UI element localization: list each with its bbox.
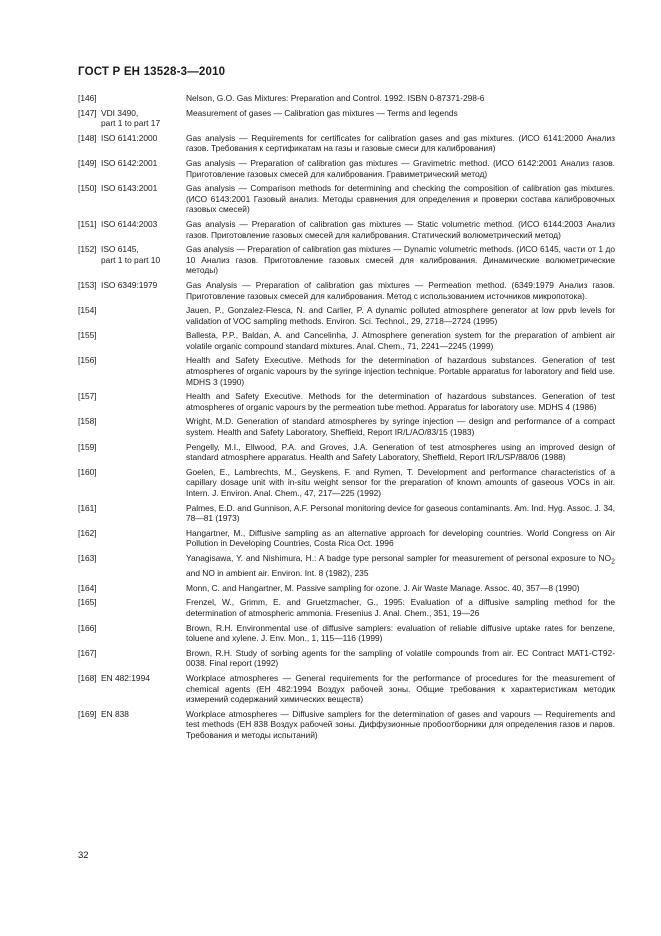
reference-standard-code: ISO 6145,: [101, 244, 139, 255]
reference-number: [151]: [78, 218, 97, 229]
reference-entry: [78, 503, 615, 524]
reference-code: [78, 709, 186, 720]
reference-code: [78, 442, 186, 453]
reference-entry: [78, 553, 615, 579]
reference-code: [78, 528, 186, 539]
reference-standard-code: EN 482:1994: [101, 672, 150, 683]
reference-entry: [78, 623, 615, 644]
reference-standard-code: ISO 6144:2003: [101, 218, 158, 229]
reference-number: [155]: [78, 330, 97, 341]
reference-code: [78, 583, 186, 594]
reference-text: [186, 583, 615, 594]
reference-number: [165]: [78, 597, 97, 608]
reference-standard-code: ISO 6143:2001: [101, 183, 158, 194]
reference-entry: [78, 280, 615, 301]
reference-text-main: Brown, R.H. Study of sorbing agents for the sampling of volatile compounds from air. EC Contract MAT1-CT92-0038. Final report (1992): [186, 647, 615, 669]
reference-text: [186, 305, 615, 326]
reference-text-main: Palmes, E.D. and Gunnison, A.F. Personal monitoring device for gaseous contaminants. Am. Ind. Hyg. Assoc. J. 34, 78—81 (1973): [186, 502, 615, 524]
reference-text-main: Frenzel, W., Grimm, E. and Gruetzmacher, G., 1995: Evaluation of a diffusive sampling method for the determination of atmospheric ammonia. Fresenius J. Anal. Chem., 351, 19—26: [186, 597, 615, 619]
reference-list: [78, 93, 615, 741]
reference-entry: [78, 244, 615, 276]
reference-entry: [78, 391, 615, 412]
reference-number: [169]: [78, 708, 97, 719]
reference-number: [148]: [78, 132, 97, 143]
reference-text-main: Hangartner, M., Diffusive sampling as an alternative approach for developing countries. World Congress on Air Pollution in Developing Countries, Costa Rica Oct. 1996: [186, 527, 615, 549]
reference-entry: [78, 467, 615, 499]
reference-number: [149]: [78, 157, 97, 168]
reference-code: [78, 503, 186, 514]
reference-text: [186, 623, 615, 644]
reference-text-continued: and NO in ambient air. Environ. Int. 8 (1982), 235: [186, 568, 369, 579]
reference-text-main: Brown, R.H. Environmental use of diffusive samplers: evaluation of reliable diffusive uptake rates for benzene, toluene and xylene. J. Env. Mon., 1, 115—116 (1999): [186, 622, 615, 644]
reference-text: [186, 219, 615, 240]
reference-text: [186, 648, 615, 669]
reference-number: [168]: [78, 672, 97, 683]
reference-text-main: Wright, M.D. Generation of standard atmospheres by syringe injection — design and performance of a compact system. Health and Safety Laboratory, Sheffield, Report IR/L/AO/83/15 (1983): [186, 416, 615, 438]
reference-entry: [78, 709, 615, 741]
reference-text-main: Ballesta, P.P., Baldan, A. and Cancelinha, J. Atmosphere generation system for the preparation of ambient air volatile organic compound standard mixtures. Anal. Chem., 71, 2241—2245 (1999): [186, 330, 615, 351]
page-number: 32: [78, 850, 89, 861]
reference-text-main: Gas analysis — Preparation of calibration gas mixtures — Static volumetric method. (ИСО 6144:2003 Анализ газов. Приготовление газовых смесей для калибрования. Статический волюметрический метод): [186, 218, 615, 240]
reference-entry: [78, 219, 615, 240]
reference-number: [152]: [78, 244, 97, 255]
reference-code: [78, 330, 186, 341]
reference-standard-code: ISO 6349:1979: [101, 279, 158, 290]
reference-number: [158]: [78, 416, 97, 427]
reference-number: [163]: [78, 552, 97, 563]
reference-entry: [78, 583, 615, 594]
reference-text-main: Goelen, E., Lambrechts, M., Geyskens, F. and Rymen, T. Development and performance characteristics of a capillary dosage unit with in-situ weight sensor for the preparation of known amounts of gaseous VOCs in air. Intern. J. Environ. Anal. Chem., 47, 217—225 (1992): [186, 466, 615, 498]
reference-text: [186, 673, 615, 705]
reference-subscript: 2: [611, 558, 615, 566]
document-header: ГОСТ Р ЕН 13528-3—2010: [78, 66, 226, 78]
reference-text-main: Workplace atmospheres — Diffusive samplers for the determination of gases and vapours — Requirements and test methods (ЕН 838 Воздух рабочей зоны. Диффузионные пробоотборники для определения газов и паров. Требования и методы испытаний): [186, 708, 615, 740]
reference-number: [147]: [78, 107, 97, 118]
reference-code: [78, 416, 186, 427]
reference-code: [78, 244, 186, 265]
reference-number: [160]: [78, 466, 97, 477]
reference-number: [146]: [78, 93, 97, 103]
reference-text-main: Workplace atmospheres — General requirements for the performance of procedures for the measurement of chemical agents (ЕН 482:1994 Воздух рабочей зоны. Общие требования к характеристикам методик измерений содержаний химических веществ): [186, 672, 615, 705]
reference-text-main: Health and Safety Executive. Methods for the determination of hazardous substances. Generation of test atmospheres of organic vapours by the syringe injection technique. Portable apparatus for laboratory and field use. MDHS 3 (1990): [186, 355, 615, 387]
reference-entry: [78, 93, 615, 104]
reference-number: [164]: [78, 582, 97, 593]
reference-text: [186, 709, 615, 741]
reference-code: [78, 355, 186, 366]
reference-text-main: Gas analysis — Requirements for certificates for calibration gases and gas mixtures. (ИСО 6141:2000 Анализ газов. Требования к сертификатам на газы и газовые смеси для калибрования): [186, 132, 615, 154]
reference-code: [78, 183, 186, 194]
reference-entry: [78, 183, 615, 215]
reference-code: [78, 219, 186, 230]
reference-text: [186, 183, 615, 215]
reference-standard-code: ISO 6142:2001: [101, 157, 158, 168]
reference-text: [186, 597, 615, 618]
reference-entry: [78, 597, 615, 618]
reference-text-main: Health and Safety Executive. Methods for the determination of hazardous substances. Generation of test atmospheres of organic vapours by the permeation tube method. Apparatus for laboratory use. MDHS 4 (1986): [186, 391, 615, 412]
reference-entry: [78, 528, 615, 549]
reference-text: [186, 244, 615, 276]
reference-code: [78, 648, 186, 659]
reference-text: [186, 528, 615, 549]
reference-code: [78, 305, 186, 316]
reference-text: [186, 355, 615, 387]
reference-text-main: Gas analysis — Comparison methods for determining and checking the composition of calibration gas mixtures. (ИСО 6143:2001 Газовый анализ. Методы сравнения для определения и проверки состава калибровочных газовых смесей): [186, 183, 615, 215]
reference-code: [78, 673, 186, 684]
reference-entry: [78, 108, 615, 129]
reference-number: [162]: [78, 527, 97, 538]
reference-code: [78, 93, 186, 104]
reference-number: [159]: [78, 441, 97, 452]
reference-standard-parts: part 1 to part 17: [101, 118, 161, 129]
reference-text-main: Monn, C. and Hangartner, M. Passive sampling for ozone. J. Air Waste Manage. Assoc. 40, 357—8 (1990): [186, 582, 580, 593]
reference-text-main: Gas analysis — Preparation of calibration gas mixtures — Dynamic volumetric methods. (ИСО 6145, части от 1 до 10 Анализ газов. Приготовление газовых смесей для калибрования. Динамические волюметрические методы): [186, 244, 615, 276]
reference-text-main: Pengelly, M.I., Ellwood, P.A. and Groves, J.A. Generation of test atmospheres using an improved design of standard atmosphere apparatus. Health and Safety Laboratory, Sheffield, Report IR/L/SP/88/06 (1988): [186, 441, 615, 463]
reference-entry: [78, 158, 615, 179]
reference-text: [186, 391, 615, 412]
reference-text: [186, 503, 615, 524]
reference-code: [78, 623, 186, 634]
reference-text-main: Yanagisawa, Y. and Nishimura, H.: A badge type personal sampler for measurement of personal exposure to NO: [186, 552, 612, 563]
reference-text: [186, 416, 615, 437]
reference-number: [157]: [78, 391, 97, 402]
reference-number: [154]: [78, 305, 97, 316]
reference-code: [78, 280, 186, 291]
reference-text: [186, 467, 615, 499]
reference-entry: [78, 355, 615, 387]
reference-code: [78, 597, 186, 608]
reference-code: [78, 108, 186, 129]
reference-number: [150]: [78, 183, 97, 194]
reference-code: [78, 391, 186, 402]
reference-text: [186, 108, 615, 119]
reference-entry: [78, 330, 615, 351]
reference-standard-parts: part 1 to part 10: [101, 254, 161, 265]
reference-standard-code: VDI 3490,: [101, 107, 139, 118]
reference-entry: [78, 648, 615, 669]
reference-code: [78, 553, 186, 564]
reference-text: [186, 330, 615, 351]
reference-text-main: Jauen, P., Gonzalez-Flesca, N. and Carlier, P. A dynamic polluted atmosphere generator at low ppvb levels for validation of VOC sampling methods. Environ. Sci. Technol., 29, 2718—2724 (1995): [186, 305, 615, 326]
reference-code: [78, 467, 186, 478]
reference-code: [78, 158, 186, 169]
reference-text: [186, 133, 615, 154]
reference-text-main: Measurement of gases — Calibration gas mixtures — Terms and legends: [186, 107, 458, 118]
reference-text-main: Gas Analysis — Preparation of calibration gas mixtures — Permeation method. (6349:1979 Анализ газов. Приготовление газовых смесей для калибрования. Метод с использованием источников микропотока).: [186, 279, 615, 301]
reference-number: [156]: [78, 355, 97, 366]
reference-entry: [78, 442, 615, 463]
reference-text-main: Nelson, G.O. Gas Mixtures: Preparation and Control. 1992. ISBN 0-87371-298-6: [186, 93, 485, 103]
reference-text: [186, 158, 615, 179]
reference-entry: [78, 133, 615, 154]
reference-standard-code: EN 838: [101, 708, 129, 719]
reference-number: [161]: [78, 502, 97, 513]
reference-number: [167]: [78, 647, 97, 658]
reference-entry: [78, 416, 615, 437]
reference-standard-code: ISO 6141:2000: [101, 132, 158, 143]
reference-entry: [78, 673, 615, 705]
reference-number: [166]: [78, 622, 97, 633]
reference-text: [186, 93, 615, 104]
reference-text: [186, 553, 615, 579]
reference-text: [186, 442, 615, 463]
reference-text: [186, 280, 615, 301]
reference-code: [78, 133, 186, 144]
reference-number: [153]: [78, 279, 97, 290]
reference-entry: [78, 305, 615, 326]
reference-text-main: Gas analysis — Preparation of calibration gas mixtures — Gravimetric method. (ИСО 6142:2001 Анализ газов. Приготовление газовых смесей для калибрования. Гравиметрический метод): [186, 157, 615, 179]
